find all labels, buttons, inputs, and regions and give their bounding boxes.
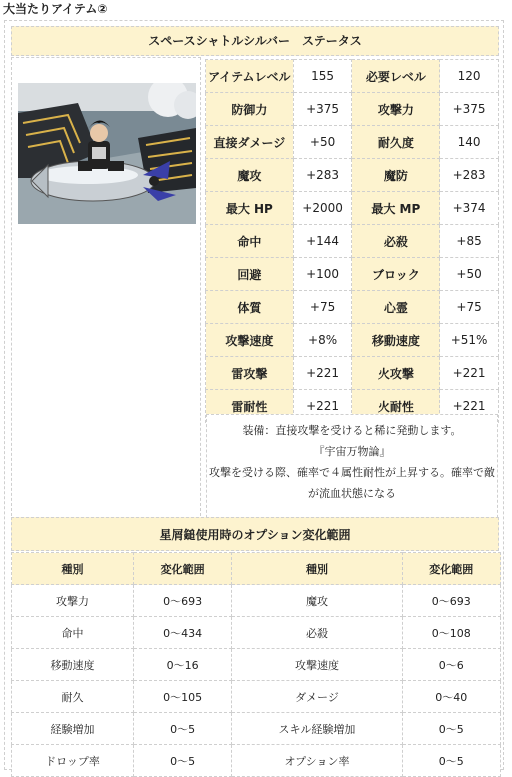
option-range: 0～5 <box>402 713 500 745</box>
stat-value: +283 <box>440 159 499 192</box>
status-row <box>206 192 499 225</box>
option-type: 必殺 <box>232 617 402 649</box>
stat-label: 雷耐性 <box>206 390 294 423</box>
stat-label: 攻撃力 <box>352 93 440 126</box>
status-row <box>206 291 499 324</box>
stat-value: +221 <box>293 390 352 423</box>
status-table <box>205 59 499 423</box>
item-image-panel <box>11 57 201 531</box>
stat-label: ブロック <box>352 258 440 291</box>
stat-label: アイテムレベル <box>206 60 294 93</box>
effect-note-line: 『宇宙万物論』 <box>313 445 391 458</box>
stat-label: 最大 HP <box>206 192 294 225</box>
option-range: 0～5 <box>133 713 231 745</box>
stat-value: 140 <box>440 126 499 159</box>
stat-label: 直接ダメージ <box>206 126 294 159</box>
option-range: 0～693 <box>402 585 500 617</box>
option-type: ドロップ率 <box>12 745 134 777</box>
item-name-header: スペースシャトルシルバー ステータス <box>11 26 499 56</box>
stat-value: +375 <box>440 93 499 126</box>
option-column-header: 変化範囲 <box>133 553 231 585</box>
effect-note <box>206 414 498 528</box>
option-type: スキル経験増加 <box>232 713 402 745</box>
stat-value: +374 <box>440 192 499 225</box>
option-range-header: 星屑鎚使用時のオプション変化範囲 <box>11 517 499 551</box>
option-range-table <box>11 552 501 777</box>
effect-note-line: が流血状態になる <box>308 487 396 500</box>
status-row <box>206 159 499 192</box>
stat-label: 火耐性 <box>352 390 440 423</box>
option-row <box>12 713 501 745</box>
effect-note-line: 攻撃を受ける際、確率で４属性耐性が上昇する。確率で敵 <box>209 466 495 479</box>
stat-value: 155 <box>293 60 352 93</box>
status-row <box>206 60 499 93</box>
option-type: 経験増加 <box>12 713 134 745</box>
option-type: 移動速度 <box>12 649 134 681</box>
stat-label: 魔防 <box>352 159 440 192</box>
stat-label: 体質 <box>206 291 294 324</box>
stat-label: 火攻撃 <box>352 357 440 390</box>
stat-value: +100 <box>293 258 352 291</box>
stat-label: 雷攻撃 <box>206 357 294 390</box>
stat-label: 耐久度 <box>352 126 440 159</box>
option-type: 攻撃速度 <box>232 649 402 681</box>
stat-value: +51% <box>440 324 499 357</box>
option-row <box>12 617 501 649</box>
stat-label: 命中 <box>206 225 294 258</box>
option-type: オプション率 <box>232 745 402 777</box>
stat-value: +144 <box>293 225 352 258</box>
option-range: 0～16 <box>133 649 231 681</box>
space-shuttle-mount-picture <box>18 83 196 224</box>
stat-label: 防御力 <box>206 93 294 126</box>
stat-label: 必殺 <box>352 225 440 258</box>
stat-label: 最大 MP <box>352 192 440 225</box>
status-row <box>206 93 499 126</box>
option-range: 0～6 <box>402 649 500 681</box>
effect-note-line: 装備：直接攻撃を受けると稀に発動します。 <box>242 424 462 437</box>
option-row <box>12 681 501 713</box>
item-card <box>4 20 504 770</box>
stat-value: 120 <box>440 60 499 93</box>
stat-value: +85 <box>440 225 499 258</box>
option-column-header: 変化範囲 <box>402 553 500 585</box>
stat-value: +8% <box>293 324 352 357</box>
option-type: 攻撃力 <box>12 585 134 617</box>
option-row <box>12 649 501 681</box>
stat-label: 必要レベル <box>352 60 440 93</box>
status-row <box>206 126 499 159</box>
option-range: 0～434 <box>133 617 231 649</box>
option-range: 0～5 <box>402 745 500 777</box>
stat-label: 回避 <box>206 258 294 291</box>
stat-label: 心霊 <box>352 291 440 324</box>
stat-label: 攻撃速度 <box>206 324 294 357</box>
option-column-header: 種別 <box>232 553 402 585</box>
status-row <box>206 225 499 258</box>
option-header-row <box>12 553 501 585</box>
stat-value: +221 <box>440 357 499 390</box>
status-row <box>206 324 499 357</box>
stat-value: +50 <box>440 258 499 291</box>
option-column-header: 種別 <box>12 553 134 585</box>
option-range: 0～5 <box>133 745 231 777</box>
stat-value: +375 <box>293 93 352 126</box>
stat-label: 移動速度 <box>352 324 440 357</box>
stat-value: +75 <box>293 291 352 324</box>
item-image <box>18 83 196 224</box>
stat-value: +2000 <box>293 192 352 225</box>
page-title: 大当たりアイテム② <box>3 2 108 16</box>
stat-label: 魔攻 <box>206 159 294 192</box>
status-row <box>206 258 499 291</box>
option-type: 魔攻 <box>232 585 402 617</box>
stat-value: +75 <box>440 291 499 324</box>
option-type: ダメージ <box>232 681 402 713</box>
stat-value: +283 <box>293 159 352 192</box>
option-type: 耐久 <box>12 681 134 713</box>
stat-value: +221 <box>440 390 499 423</box>
stat-value: +50 <box>293 126 352 159</box>
option-range: 0～693 <box>133 585 231 617</box>
option-range: 0～40 <box>402 681 500 713</box>
option-type: 命中 <box>12 617 134 649</box>
status-row <box>206 357 499 390</box>
option-row <box>12 585 501 617</box>
option-row <box>12 745 501 777</box>
option-range: 0～108 <box>402 617 500 649</box>
option-range: 0～105 <box>133 681 231 713</box>
stat-value: +221 <box>293 357 352 390</box>
